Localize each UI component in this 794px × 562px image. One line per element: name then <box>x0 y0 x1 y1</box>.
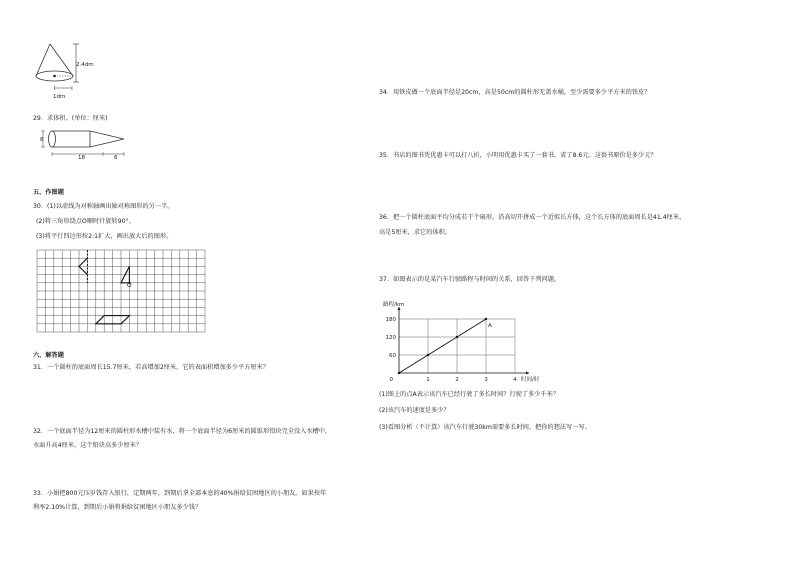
question-36-line-1: 36．把一个圆柱底面平均分成若干个扇形，沿高切开拼成一个近似长方体，这个长方体的底面周长是41.4厘米， <box>379 214 686 221</box>
question-30-line-2: (2)将三角形绕点O顺时针旋转90°。 <box>36 218 135 225</box>
grid-point-o-label: O <box>127 282 132 289</box>
data-point <box>398 372 400 374</box>
question-33-line-2: 利率2.10%计算，到期后小娟将捐给贫困地区小朋友多少钱？ <box>33 504 202 511</box>
question-29: 29．求体积。(单位：厘米) <box>33 115 108 122</box>
data-point <box>485 318 487 320</box>
x-axis-label: 时间/时 <box>521 377 540 383</box>
y-tick-label: 60 <box>389 353 396 359</box>
x-tick-label: 1 <box>426 377 430 383</box>
cone-figure <box>28 38 108 104</box>
question-32-line-2: 水面升高4厘米，这个铅块高多少厘米？ <box>33 442 143 449</box>
pencil-shape-figure <box>40 127 140 163</box>
question-37-sub-1: (1)图上的点A表示该汽车已经行驶了多长时间？行驶了多少千米？ <box>379 391 560 398</box>
question-37-sub-2: (2)该汽车的速度是多少？ <box>379 407 450 414</box>
drawing-grid <box>36 249 208 341</box>
cone-radius-label: 1dm <box>53 94 66 100</box>
section-5-title: 五、作图题 <box>33 189 64 196</box>
question-35: 35．书店的图书凭优惠卡可以打八折，小明用优惠卡买了一套书，省了8.6元。这套书原价是多少元？ <box>379 152 657 159</box>
point-a-label: A <box>488 323 492 329</box>
question-33-line-1: 33．小娟把800元压岁钱存入银行，定期两年，到期后拿全部本息的40%捐给贫困地区的小朋友。如果按年 <box>33 490 327 497</box>
question-36-line-2: 高是5厘米，求它的体积。 <box>379 229 451 236</box>
distance-time-chart <box>370 292 540 388</box>
x-axis-arrow <box>526 372 529 375</box>
grid-drawing <box>36 249 208 341</box>
cone-drawing <box>28 38 108 104</box>
dim-body-label: 18 <box>78 155 85 161</box>
section-6-title: 六、解答题 <box>33 352 64 359</box>
question-32-line-1: 32．一个底面半径为12厘米的圆柱形水槽中装有水，将一个底面半径为6厘米的圆锥形铅块完全没入水槽中， <box>33 428 332 435</box>
question-37: 37．如图表示的是某汽车行驶路程与时间的关系，回答下列问题。 <box>379 276 561 283</box>
y-axis-label: 路程/km <box>383 302 405 308</box>
question-31: 31．一个圆柱的底面周长15.7厘米，若高增加2厘米，它的表面积增加多少平方厘米？ <box>33 364 269 371</box>
y-tick-label: 180 <box>385 317 396 323</box>
question-30-line-1: 30．(1)以虚线为对称轴画出轴对称图形的另一半。 <box>33 203 174 210</box>
question-34: 34．用铁皮做一个底面半径是20cm，高是50cm的圆柱形无盖水桶，至少需要多少平方米的铁皮？ <box>379 89 651 96</box>
dim-tip-label: 6 <box>114 155 118 161</box>
dim-height-label: 8 <box>40 137 44 143</box>
y-tick-label: 120 <box>385 335 396 341</box>
origin-label: 0 <box>389 377 393 383</box>
question-30-line-3: (3)将平行四边形按2:1扩大，画出放大后的图形。 <box>36 233 173 240</box>
question-37-sub-3: (3)看图分析（不计算）该汽车行驶30km需要多长时间，把你的想法写一写。 <box>379 424 591 431</box>
series-line <box>399 319 486 373</box>
chart-svg <box>370 292 540 388</box>
x-tick-label: 2 <box>455 377 459 383</box>
data-point <box>456 336 458 338</box>
data-point <box>427 354 429 356</box>
x-tick-label: 3 <box>484 377 488 383</box>
cone-height-label: 2.4dm <box>76 62 94 68</box>
pencil-shape-drawing <box>40 127 140 163</box>
x-tick-label: 4 <box>513 377 517 383</box>
